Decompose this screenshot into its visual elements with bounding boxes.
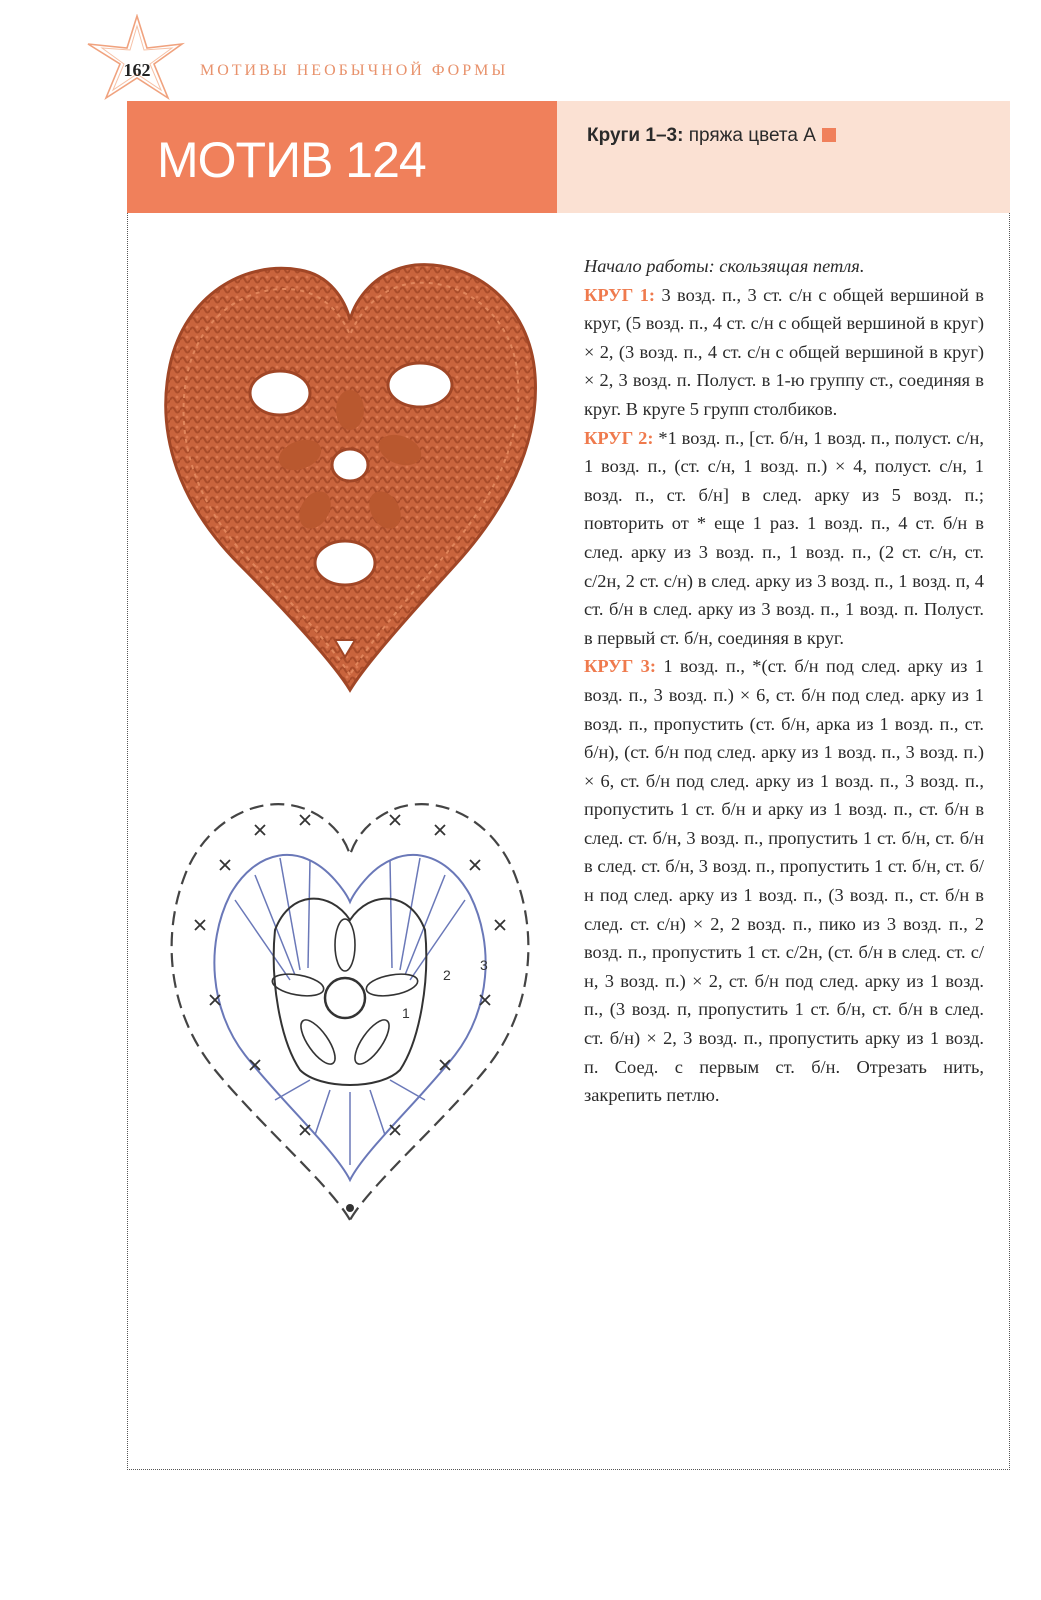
title-banner <box>127 101 557 213</box>
round-1 <box>584 281 984 424</box>
yarn-text: пряжа цвета А <box>688 125 816 146</box>
yarn-info <box>587 125 836 147</box>
round-3-label: КРУГ 3: <box>584 656 656 677</box>
round-3-text: 1 возд. п., *(ст. б/н под след. арку из 1 возд. п., 3 возд. п.) × 6, ст. б/н под след. арку из 1 возд. п., пропустить (ст. б/н, арка из 1 возд. п., ст. б/н), (ст. б/н под след. арку из 1 возд. п., 3 возд. п.) × 6, ст. б/н под след. арку из 1 возд. п., 3 возд. п., пропустить 1 ст. б/н и арку из 1 возд. п., ст. б/н в след. ст. б/н, 3 возд. п., пропустить 1 ст. б/н, ст. б/н в след. ст. б/н, 3 возд. п., пропустить 1 ст. б/н, ст. б/н под след. арку из 1 возд. п., (3 возд. п., ст. б/н в след. ст. с/н) × 2, 2 возд. п., пико из 3 возд. п., 2 возд. п., пропустить 1 ст. с/2н, (ст. б/н в след. ст. с/н, 3 возд. п.) × 2, ст. б/н под след. арку из 1 возд. п., (3 возд. п, пропустить 1 ст. б/н, ст. б/н в след. ст. б/н) × 2, 3 возд. п., пропустить арку из 1 возд. п. Соед. с первым ст. б/н. Отрезать нить, закрепить петлю. <box>584 656 984 1106</box>
motif-title: МОТИВ 124 <box>157 132 426 188</box>
round-1-label: КРУГ 1: <box>584 284 656 305</box>
round-label-1: 1 <box>402 1005 410 1021</box>
star-icon <box>82 14 192 104</box>
motif-photo <box>150 245 550 715</box>
yarn-banner <box>557 101 1010 213</box>
round-3 <box>584 652 984 1110</box>
intro-text: Начало работы: скользящая петля. <box>584 256 865 276</box>
crochet-diagram <box>160 780 540 1240</box>
page-header <box>82 14 642 104</box>
round-2-label: КРУГ 2: <box>584 427 654 448</box>
round-label-3: 3 <box>480 957 488 973</box>
round-2-text: *1 возд. п., [ст. б/н, 1 возд. п., полуст. с/н, 1 возд. п., (ст. с/н, 1 возд. п.) × 4, полуст. с/н, 1 возд. п., ст. б/н] в след. арку из 5 возд. п.; повторить от * еще 1 раз. 1 возд. п., 4 ст. б/н в след. арку из 3 возд. п., 1 возд. п., (2 ст. с/н, ст. с/2н, 2 ст. с/н) в след. арку из 3 возд. п., 1 возд. п, 4 ст. б/н в след. арку из 3 возд. п., 1 возд. п. Полуст. в первый ст. б/н, соединяя в круг. <box>584 427 984 648</box>
page-number: 162 <box>123 60 151 80</box>
running-title: МОТИВЫ НЕОБЫЧНОЙ ФОРМЫ <box>200 62 509 79</box>
yarn-color-swatch <box>822 128 836 142</box>
round-1-text: 3 возд. п., 3 ст. с/н с общей вершиной в круг, (5 возд. п., 4 ст. с/н с общей вершиной в круг) × 2, (3 возд. п., 4 ст. с/н с общей вершиной в круг) × 2, 3 возд. п. Полуст. в 1-ю группу ст., соединяя в круг. В круге 5 групп столбиков. <box>584 284 984 419</box>
yarn-rounds: Круги 1–3: <box>587 125 684 146</box>
round-label-2: 2 <box>443 967 451 983</box>
instructions <box>584 252 984 1110</box>
round-2 <box>584 424 984 653</box>
